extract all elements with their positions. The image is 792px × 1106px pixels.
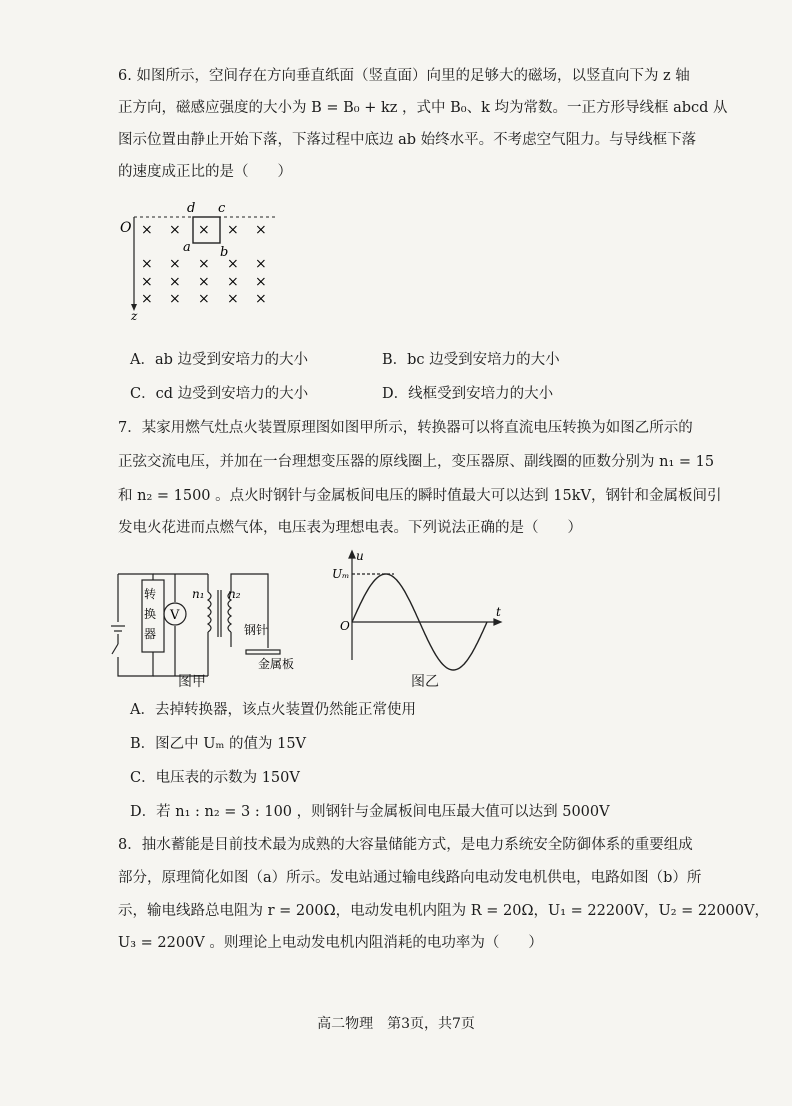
q6-option-b: B．bc 边受到安培力的大小 — [382, 352, 560, 368]
field-cross: × — [255, 222, 267, 238]
q7-option-b: B．图乙中 Uₘ 的值为 15V — [130, 736, 307, 752]
field-cross: × — [198, 274, 210, 290]
q7-fig-jia-caption: 图甲 — [178, 674, 206, 690]
field-cross: × — [227, 222, 239, 238]
q6-line-2: 正方向，磁感应强度的大小为 B = B₀ + kz ，式中 B₀、k 均为常数。一正方形导线框 abcd 从 — [118, 100, 728, 116]
field-cross: × — [141, 222, 153, 238]
q6-option-c: C．cd 边受到安培力的大小 — [130, 386, 309, 402]
q7-u-axis-label: u — [356, 549, 364, 563]
q7-line-3: 和 n₂ = 1500 。点火时钢针与金属板间电压的瞬时值最大可以达到 15kV，钢针和金属板间引 — [118, 488, 722, 504]
q7-voltmeter-label: V — [170, 608, 180, 623]
q6-line-1: 6. 如图所示，空间存在方向垂直纸面（竖直面）向里的足够大的磁场，以竖直向下为 z 轴 — [118, 68, 690, 84]
field-cross: × — [255, 291, 267, 307]
q6-line-4: 的速度成正比的是（ ） — [118, 164, 292, 180]
q8-line-1: 8．抽水蓄能是目前技术最为成熟的大容量储能方式，是电力系统安全防御体系的重要组成 — [118, 837, 693, 853]
q8-line-3: 示，输电线路总电阻为 r = 200Ω，电动发电机内阻为 R = 20Ω，U₁ = 22200V，U₂ = 22000V， — [118, 903, 769, 919]
field-cross: × — [141, 274, 153, 290]
q7-needle-label: 钢针 — [244, 623, 269, 637]
q7-converter-char-3: 器 — [144, 627, 157, 641]
q7-origin-label: O — [340, 619, 350, 633]
q7-plate-label: 金属板 — [258, 657, 295, 671]
q6-label-d: d — [187, 201, 196, 216]
field-cross: × — [141, 256, 153, 272]
field-cross: × — [169, 291, 181, 307]
q6-line-3: 图示位置由静止开始下落，下落过程中底边 ab 始终水平。不考虑空气阻力。与导线框下落 — [118, 132, 697, 148]
field-cross: × — [198, 222, 210, 238]
q7-line-1: 7．某家用燃气灶点火装置原理图如图甲所示，转换器可以将直流电压转换为如图乙所示的 — [118, 420, 693, 436]
q7-line-2: 正弦交流电压，并加在一台理想变压器的原线圈上，变压器原、副线圈的匝数分别为 n₁ = 15 — [118, 454, 715, 470]
field-cross: × — [169, 256, 181, 272]
page-footer: 高二物理 第3页，共7页 — [317, 1016, 475, 1032]
q7-t-axis-label: t — [496, 605, 501, 619]
q7-n1-label: n₁ — [192, 587, 205, 601]
q6-origin-label: O — [120, 220, 132, 236]
q7-option-d: D．若 n₁ : n₂ = 3 : 100 ，则钢针与金属板间电压最大值可以达到 5000V — [130, 804, 610, 820]
q7-circuit-figure — [108, 562, 308, 692]
q6-magnetic-field-figure — [112, 196, 292, 321]
field-cross: × — [227, 274, 239, 290]
q7-n2-label: n₂ — [228, 587, 241, 601]
q8-line-2: 部分，原理简化如图（a）所示。发电站通过输电线路向电动发电机供电，电路如图（b）所 — [118, 870, 702, 886]
field-cross: × — [169, 222, 181, 238]
q6-label-c: c — [218, 201, 226, 216]
q7-sine-graph — [334, 548, 514, 668]
q7-fig-yi-caption: 图乙 — [411, 674, 439, 690]
field-cross: × — [141, 291, 153, 307]
field-cross: × — [227, 256, 239, 272]
q7-converter-char-2: 换 — [144, 607, 157, 621]
field-cross: × — [255, 256, 267, 272]
q6-label-a: a — [183, 240, 191, 255]
q8-line-4: U₃ = 2200V 。则理论上电动发电机内阻消耗的电功率为（ ） — [118, 935, 543, 951]
q7-converter-char-1: 转 — [144, 587, 157, 601]
q6-field-crosses — [141, 222, 267, 307]
q6-option-a: A．ab 边受到安培力的大小 — [130, 352, 309, 368]
q6-option-d: D．线框受到安培力的大小 — [382, 386, 554, 402]
field-cross: × — [255, 274, 267, 290]
q7-option-c: C．电压表的示数为 150V — [130, 770, 300, 786]
q7-line-4: 发电火花进而点燃气体，电压表为理想电表。下列说法正确的是（ ） — [118, 520, 582, 536]
q6-z-label: z — [131, 309, 138, 323]
field-cross: × — [227, 291, 239, 307]
q7-um-label: Uₘ — [332, 567, 350, 581]
q7-option-a: A．去掉转换器，该点火装置仍然能正常使用 — [130, 702, 416, 718]
field-cross: × — [169, 274, 181, 290]
field-cross: × — [198, 291, 210, 307]
field-cross: × — [198, 256, 210, 272]
q6-label-b: b — [220, 245, 229, 260]
